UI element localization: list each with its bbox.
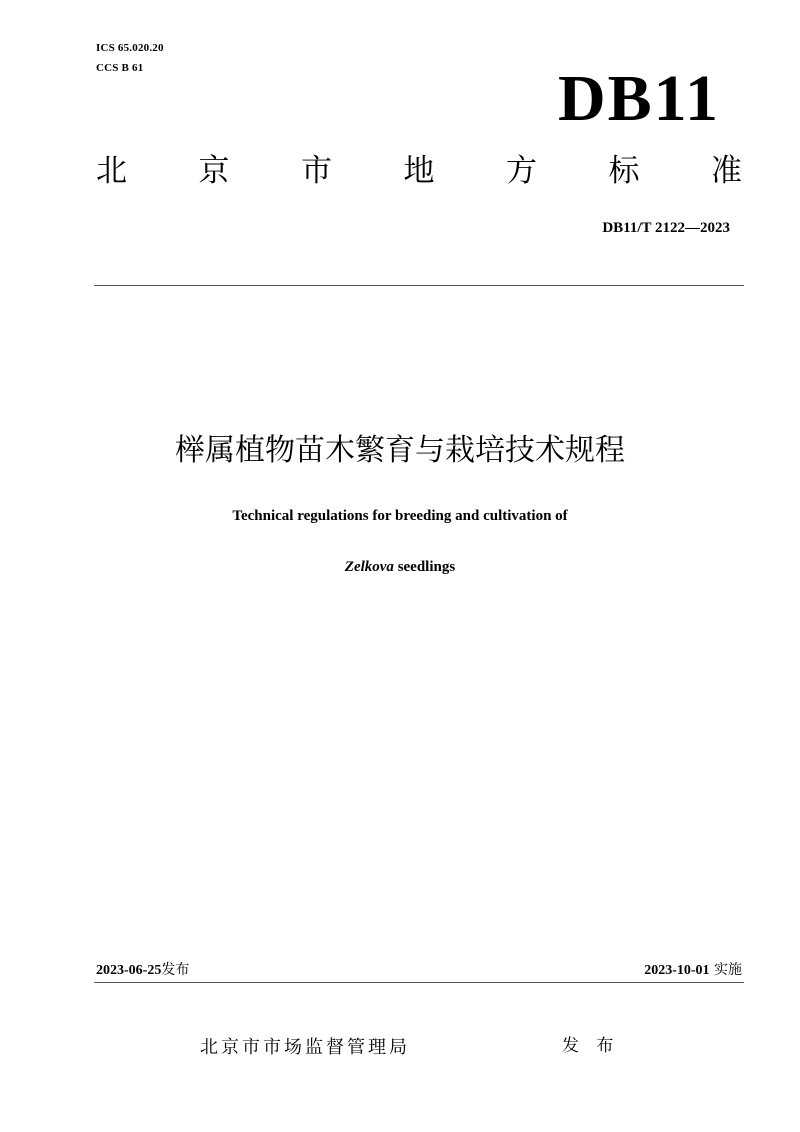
implementation-date: 2023-10-01 (644, 963, 710, 978)
issue-date-line (96, 963, 189, 978)
title-english-rest: seedlings (393, 559, 456, 575)
issue-date: 2023-06-25 (96, 963, 162, 978)
standard-type-char: 准 (711, 153, 742, 189)
issue-label: 发布 (161, 962, 190, 978)
standard-type-heading (96, 153, 742, 189)
standard-type-char: 方 (506, 153, 537, 189)
standard-type-char: 北 (96, 153, 127, 189)
implementation-date-line (644, 963, 742, 978)
title-english-line2 (0, 559, 800, 576)
genus-name: Zelkova (344, 559, 394, 575)
ccs-code: CCS B 61 (96, 62, 144, 74)
standard-type-char: 标 (608, 153, 640, 189)
ics-code: ICS 65.020.20 (96, 42, 164, 54)
standard-type-char: 地 (403, 153, 435, 189)
title-english-line1: Technical regulations for breeding and cultivation of (232, 508, 568, 524)
bottom-divider (94, 982, 744, 983)
issue-action: 发 布 (562, 1036, 620, 1056)
top-divider (94, 285, 744, 286)
standard-type-char: 市 (301, 153, 332, 189)
standard-type-char: 京 (198, 153, 230, 189)
db11-logo: DB11 (557, 62, 720, 135)
title-chinese: 榉属植物苗木繁育与栽培技术规程 (175, 433, 625, 468)
issuing-authority: 北京市市场监督管理局 (200, 1037, 410, 1058)
implementation-label: 实施 (714, 962, 742, 978)
standard-number: DB11/T 2122—2023 (602, 220, 730, 236)
